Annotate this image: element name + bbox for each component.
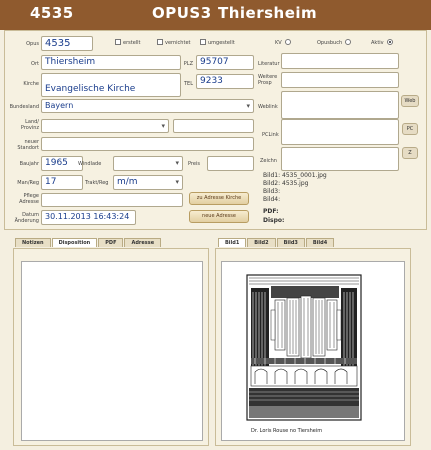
- manual-input[interactable]: 17: [41, 175, 83, 190]
- baujahr-input[interactable]: 1965: [41, 156, 83, 171]
- traktur-label: Trakt/Reg: [85, 180, 109, 186]
- radio-icon: [345, 39, 351, 45]
- disposition-textarea[interactable]: [21, 261, 203, 441]
- right-tab-bar: [218, 238, 335, 247]
- pflege-label: Pflege Adresse: [19, 193, 39, 205]
- header-opus: OPUS3: [152, 4, 212, 22]
- web-button[interactable]: Web: [401, 95, 419, 107]
- tab-notizen[interactable]: Notizen: [15, 238, 51, 247]
- windlade-select[interactable]: [113, 156, 183, 171]
- radio-kv[interactable]: [275, 39, 291, 46]
- weblink-input[interactable]: [281, 91, 399, 119]
- checkbox-box-icon: [115, 39, 121, 45]
- tel-input[interactable]: 9233: [196, 74, 254, 89]
- pdf-info: PDF:: [263, 208, 279, 215]
- tab-bild4[interactable]: Bild4: [306, 238, 334, 247]
- standort-label: neuer Standort: [17, 139, 39, 151]
- opus-input[interactable]: 4535: [41, 36, 93, 51]
- zeichn-input[interactable]: [281, 147, 399, 171]
- windlade-label: Windlade: [78, 161, 102, 167]
- traktur-select[interactable]: m/m ▾: [113, 175, 183, 190]
- ort-input[interactable]: Thiersheim: [41, 55, 181, 70]
- tab-bild2[interactable]: Bild2: [247, 238, 275, 247]
- bild1-info: Bild1: 4535_0001.jpg: [263, 172, 327, 179]
- radio-label: Aktiv: [371, 40, 384, 46]
- radio-icon: [285, 39, 291, 45]
- tab-disposition[interactable]: Disposition: [52, 238, 98, 247]
- bild2-info: Bild2: 4535.jpg: [263, 180, 309, 187]
- checkbox-vernichtet[interactable]: [157, 39, 190, 46]
- bild4-info: Bild4:: [263, 196, 281, 203]
- left-tab-panel: [13, 248, 209, 446]
- dispo-info: Dispo:: [263, 217, 285, 224]
- bundesland-select[interactable]: Bayern ▾: [41, 99, 254, 113]
- bild3-info: Bild3:: [263, 188, 281, 195]
- header-id: 4535: [30, 4, 74, 22]
- tel-label: TEL: [184, 81, 193, 87]
- radio-aktiv[interactable]: [371, 39, 393, 46]
- tab-bild3[interactable]: Bild3: [277, 238, 305, 247]
- literatur-input[interactable]: [281, 53, 399, 69]
- land-label: Land/ Provinz: [20, 119, 39, 131]
- baujahr-label: Baujahr: [19, 161, 39, 167]
- checkbox-umgestellt[interactable]: [200, 39, 235, 46]
- weblink-label: Weblink: [258, 104, 278, 110]
- bundesland-label: Bundesland: [9, 104, 39, 110]
- weitere-input[interactable]: [281, 72, 399, 88]
- manual-label: Man/Reg: [17, 180, 39, 186]
- zeichn-label: Zeichn: [260, 158, 277, 164]
- tab-adresse[interactable]: Adresse: [124, 238, 161, 247]
- radio-selected-icon: [387, 39, 393, 45]
- form-panel: [4, 30, 427, 230]
- preis-label: Preis: [188, 161, 200, 167]
- land-select[interactable]: [41, 119, 169, 133]
- checkbox-erstellt[interactable]: [115, 39, 141, 46]
- tab-pdf[interactable]: PDF: [98, 238, 123, 247]
- title-bar: [0, 0, 431, 30]
- checkbox-box-icon: [157, 39, 163, 45]
- datum-input[interactable]: 30.11.2013 16:43:24: [41, 210, 136, 225]
- pc-button[interactable]: PC: [402, 123, 418, 135]
- preis-input[interactable]: [207, 156, 254, 171]
- radio-label: Opusbuch: [317, 40, 343, 46]
- literatur-label: Literatur: [258, 61, 280, 67]
- checkbox-label: erstellt: [123, 40, 141, 46]
- checkbox-label: umgestellt: [208, 40, 235, 46]
- tab-bild1[interactable]: Bild1: [218, 238, 246, 247]
- radio-label: KV: [275, 40, 282, 46]
- checkbox-box-icon: [200, 39, 206, 45]
- pclink-label: PCLink: [262, 132, 279, 138]
- kirche-input[interactable]: Evangelische Kirche: [41, 73, 181, 97]
- plz-label: PLZ: [183, 61, 193, 67]
- z-button[interactable]: Z: [402, 147, 418, 159]
- kirche-label: Kirche: [23, 81, 39, 87]
- header-place: Thiersheim: [218, 4, 318, 22]
- neue-adresse-button[interactable]: neue Adresse: [189, 210, 249, 223]
- standort-input[interactable]: [41, 137, 254, 151]
- weitere-label: Weitere Prosp: [258, 74, 278, 86]
- pclink-input[interactable]: [281, 119, 399, 145]
- plz-input[interactable]: 95707: [196, 55, 254, 70]
- checkbox-label: vernichtet: [165, 40, 191, 46]
- datum-label: Datum Änderung: [14, 212, 39, 224]
- zu-adresse-kirche-button[interactable]: zu Adresse Kirche: [189, 192, 249, 205]
- provinz-input[interactable]: [173, 119, 254, 133]
- image-caption: Dr. Loris Rouse no Tiersheim: [251, 428, 323, 434]
- pflege-input[interactable]: [41, 193, 183, 207]
- left-tab-bar: [15, 238, 162, 247]
- ort-label: Ort: [31, 61, 39, 67]
- radio-opusbuch[interactable]: [317, 39, 351, 46]
- organ-sketch-image: [245, 270, 363, 440]
- opus-label: Opus: [26, 41, 39, 47]
